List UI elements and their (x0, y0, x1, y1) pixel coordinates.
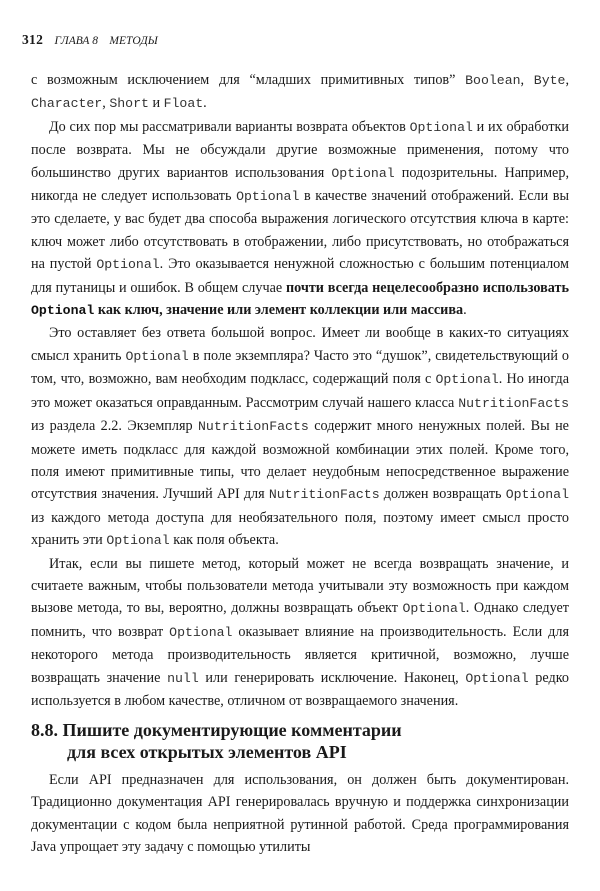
section-heading-line-1: 8.8. Пишите документирующие комментарии (31, 720, 402, 740)
running-header (22, 32, 158, 48)
body-text (31, 69, 569, 712)
code-byte: Byte (533, 73, 566, 88)
paragraph-2: До сих пор мы рассматривали варианты возврата объектов Optional и их обработки после возврата. Мы не обсуждали другие возможные применения, потому что большинство других вариантов использования Optional подозрительны. Например, никогда не следует использовать Optional в качестве значений отображений. Если вы это сделаете, у вас будет два способа выражения логического отсутствия ключа в карте: ключ может либо отсутствовать в отображении, либо присутствовать, но отображаться на пустой Optional. Это оказывается ненужной сложностью с большим потенциалом для путаницы и ошибок. В общем случае почти всегда нецелесообразно использовать Optional как ключ, значение или элемент коллекции или массива. (31, 118, 570, 319)
chapter-label: ГЛАВА 8 (54, 35, 98, 47)
bold-emphasis: почти всегда нецелесообразно использовать Optional как ключ, значение или элемент коллекции или массива (31, 279, 570, 319)
section-heading-line-2: для всех открытых элементов API (67, 742, 347, 762)
section-body (31, 769, 569, 859)
code-boolean: Boolean (465, 73, 521, 88)
code-character: Character (31, 96, 103, 112)
paragraph-4: Итак, если вы пишете метод, который может не всегда возвращать значение, и считаете важным, чтобы пользователи метода учитывали эту возможность при каждом вызове метода, то вы, вероятно, должны возвращать объект Optional. Однако следует помнить, что возврат Optional оказывает влияние на производительность. Если для некоторого метода производительность является критичной, возможно, лучше возвращать значение null или генерировать исключение. Наконец, Optional редко используется в любом качестве, отличном от возвращаемого значения. (31, 555, 570, 709)
page-number: 312 (22, 32, 44, 47)
code-float: Float (163, 96, 204, 112)
paragraph-5: Если API предназначен для использования, он должен быть документирован. Традиционно документация API генерировалась вручную и поддержка синхронизации документации с кодом была неприятной рутинной работой. Среда программирования Java упрощает эту задачу с помощью утилиты (31, 772, 569, 856)
paragraph-1: с возможным исключением для “младших примитивных типов” Boolean, Byte, Character, Short и Float. (31, 72, 569, 112)
code-short: Short (109, 96, 149, 112)
paragraph-3: Это оставляет без ответа большой вопрос. Имеет ли вообще в каких-то ситуациях смысл хранить Optional в поле экземпляра? Часто это “душок”, свидетельствующий о том, что, возможно, вам необходим подкласс, содержащий поля с Optional. Но иногда это может оказаться оправданным. Рассмотрим случай нашего класса NutritionFacts из раздела 2.2. Экземпляр NutritionFacts содержит много ненужных полей. Вы не можете иметь подкласс для каждой возможной комбинации этих полей. Кроме того, поля имеют примитивные типы, что делает неудобным непосредственное выражение отсутствия значения. Лучший API для NutritionFacts должен возвращать Optional из каждого метода доступа для необязательного поля, поэтому имеет смысл просто хранить эти Optional как поля объекта. (31, 325, 569, 549)
section-heading (31, 719, 402, 763)
chapter-title: МЕТОДЫ (109, 35, 158, 47)
